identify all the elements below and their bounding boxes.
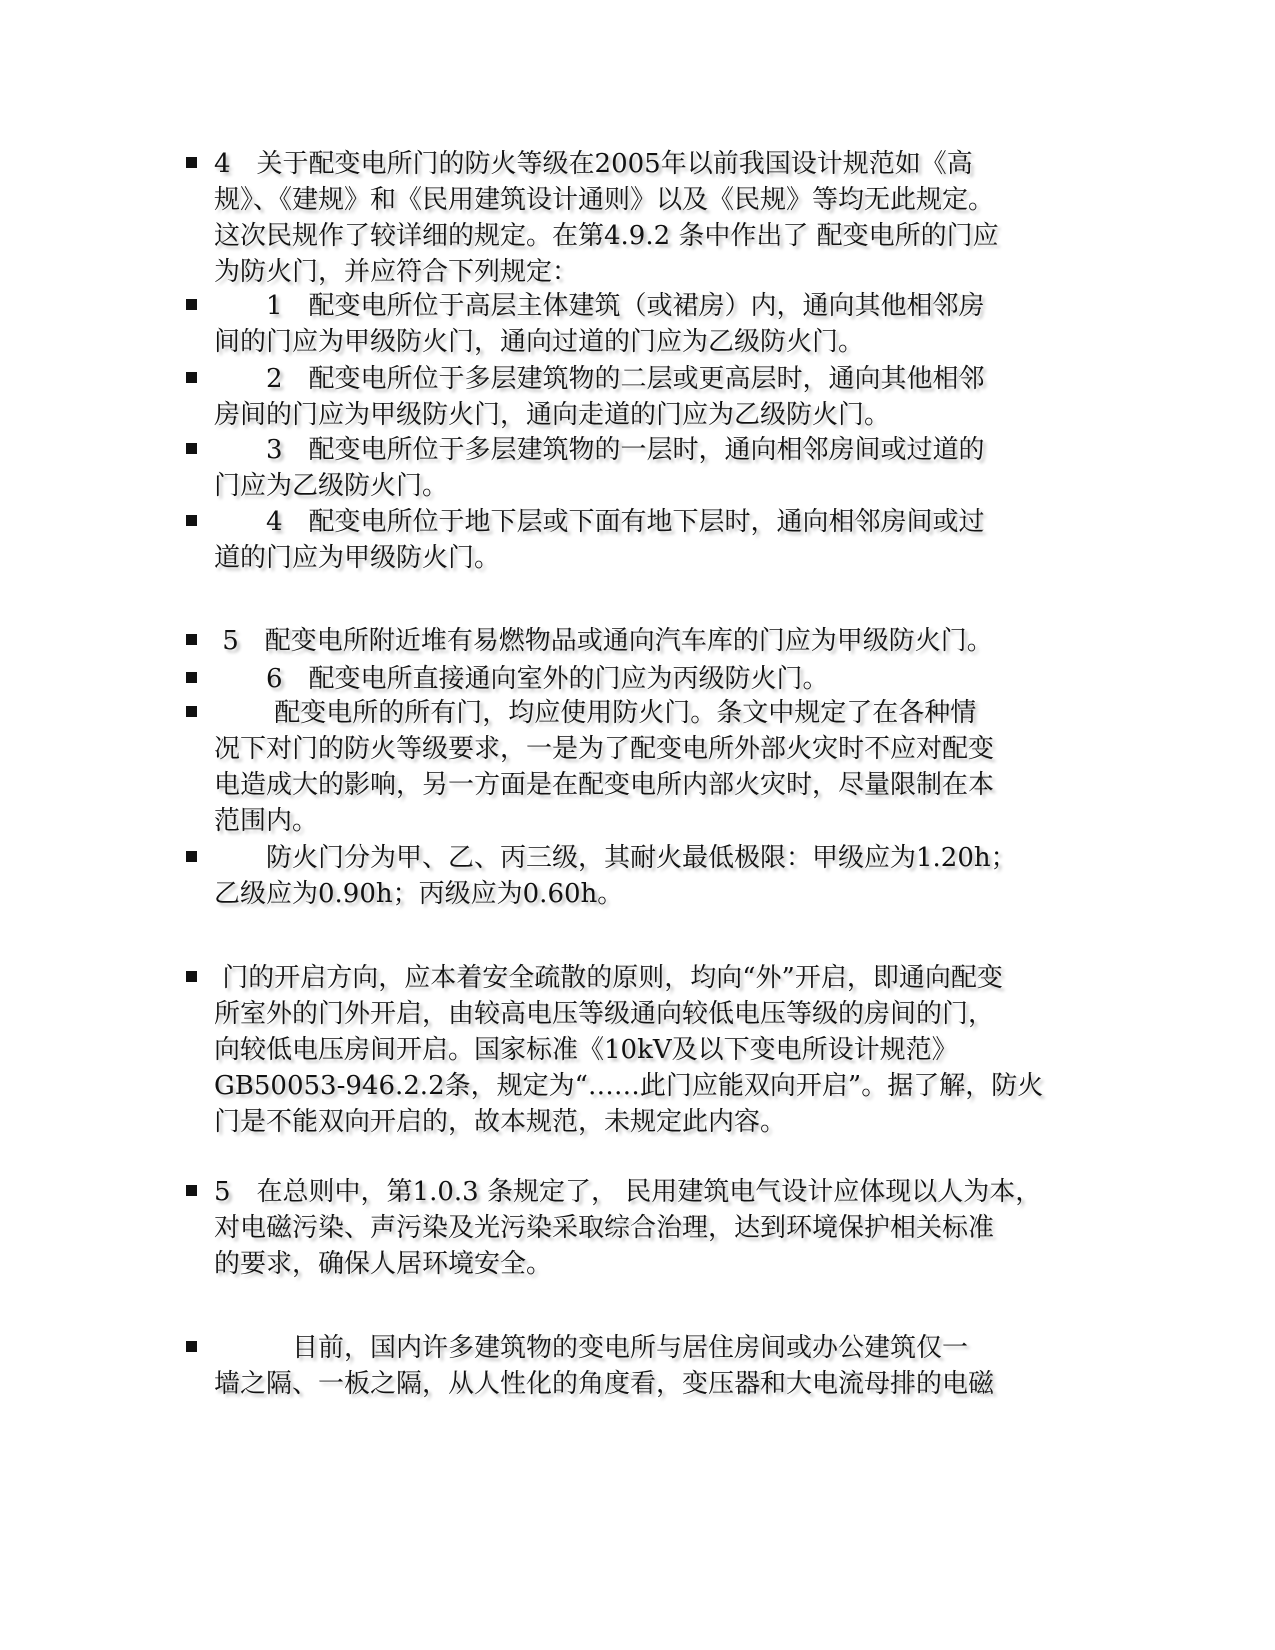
- square-bullet-icon: [186, 372, 197, 383]
- paragraph-text: 4 配变电所位于地下层或下面有地下层时，通向相邻房间或过 道的门应为甲级防火门。: [214, 507, 985, 573]
- paragraph-text: 门的开启方向，应本着安全疏散的原则，均向“外”开启，即通向配变 所室外的门外开启，由较高电压等级通向较低电压等级的房间的门， 向较低电压房间开启。国家标准《10kV及以下变电所设计规范》 GB50053-946.2.2条，规定为“……此门应能双向开启”。据了解，防火 门是不能双向开启的，故本规范，未规定此内容。: [214, 963, 1044, 1137]
- paragraph-text: 5 在总则中，第1.0.3 条规定了， 民用建筑电气设计应体现以人为本， 对电磁污染、声污染及光污染采取综合治理，达到环境保护相关标准 的要求，确保人居环境安全。: [214, 1177, 1042, 1279]
- paragraph-text: 4 关于配变电所门的防火等级在2005年以前我国设计规范如《高 规》、《建规》和《民用建筑设计通则》以及《民规》等均无此规定。 这次民规作了较详细的规定。在第4.9.2 条中作出了 配变电所的门应 为防火门，并应符合下列规定：: [214, 149, 999, 287]
- square-bullet-icon: [186, 299, 197, 310]
- paragraph-text: 防火门分为甲、乙、丙三级，其耐火最低极限：甲级应为1.20h； 乙级应为0.90h；丙级应为0.60h。: [214, 843, 1017, 909]
- paragraph-text: 5 配变电所附近堆有易燃物品或通向汽车库的门应为甲级防火门。: [214, 626, 993, 656]
- paragraph-text: 2 配变电所位于多层建筑物的二层或更高层时，通向其他相邻 房间的门应为甲级防火门，通向走道的门应为乙级防火门。: [214, 364, 985, 430]
- square-bullet-icon: [186, 443, 197, 454]
- square-bullet-icon: [186, 1341, 197, 1352]
- square-bullet-icon: [186, 971, 197, 982]
- paragraph-text: 6 配变电所直接通向室外的门应为丙级防火门。: [214, 664, 829, 694]
- square-bullet-icon: [186, 1185, 197, 1196]
- paragraph-text: 3 配变电所位于多层建筑物的一层时，通向相邻房间或过道的 门应为乙级防火门。: [214, 435, 985, 501]
- square-bullet-icon: [186, 157, 197, 168]
- square-bullet-icon: [186, 672, 197, 683]
- square-bullet-icon: [186, 634, 197, 645]
- square-bullet-icon: [186, 851, 197, 862]
- paragraph-text: 目前，国内许多建筑物的变电所与居住房间或办公建筑仅一 墙之隔、一板之隔，从人性化的角度看，变压器和大电流母排的电磁: [214, 1333, 995, 1399]
- paragraph-text: 1 配变电所位于高层主体建筑（或裙房）内，通向其他相邻房 间的门应为甲级防火门，通向过道的门应为乙级防火门。: [214, 291, 985, 357]
- square-bullet-icon: [186, 706, 197, 717]
- square-bullet-icon: [186, 515, 197, 526]
- paragraph-text: 配变电所的所有门，均应使用防火门。条文中规定了在各种情 况下对门的防火等级要求，一是为了配变电所外部火灾时不应对配变 电造成大的影响，另一方面是在配变电所内部火灾时，尽量限制在本 范围内。: [214, 698, 995, 836]
